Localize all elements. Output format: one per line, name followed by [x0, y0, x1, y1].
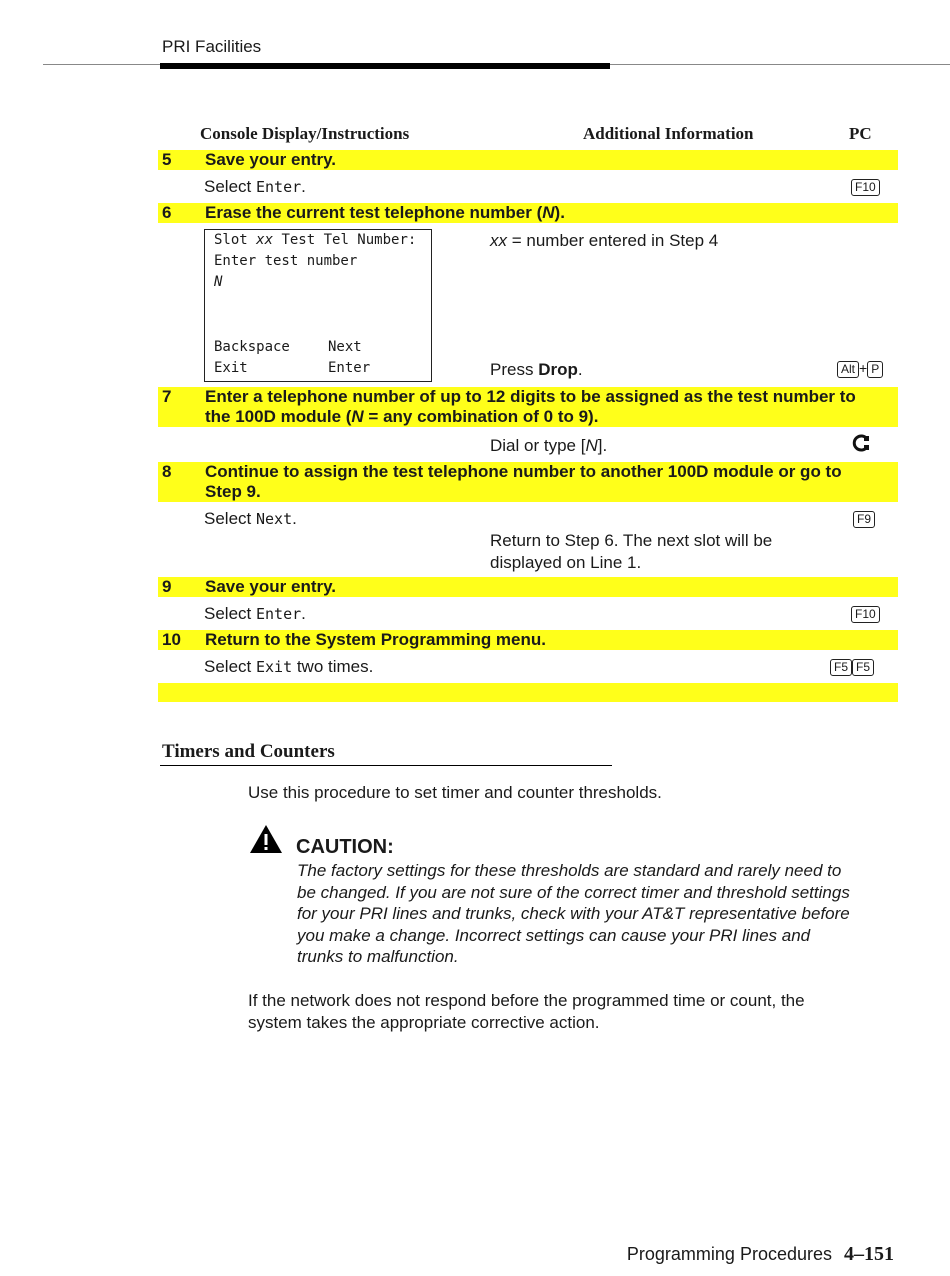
pc-key-f9: F9 [853, 510, 875, 528]
screen-line-1: Slot xx Test Tel Number: [214, 232, 417, 248]
pc-key-f5-twice: F5 F5 [830, 658, 874, 676]
header-bar [160, 63, 610, 69]
section-rule [160, 765, 612, 766]
additional-info: Return to Step 6. The next slot will be displayed on Line 1. [490, 531, 773, 572]
screen-line-3: N [214, 274, 223, 290]
section-intro: Use this procedure to set timer and counter thresholds. [248, 783, 662, 802]
step-title: Continue to assign the test telephone number to another 100D module or go to Step 9. [205, 462, 842, 501]
step-number: 8 [162, 462, 172, 481]
caution-label: CAUTION: [296, 836, 394, 858]
additional-info: Dial or type [N]. [490, 436, 608, 455]
step-number: 5 [162, 150, 172, 169]
column-head-additional: Additional Information [583, 124, 754, 143]
step-action: Select Enter. [204, 177, 306, 196]
pc-key-f10: F10 [851, 178, 880, 196]
step-action: Select Exit two times. [204, 657, 374, 676]
step-title: Save your entry. [205, 150, 337, 169]
page-footer: Programming Procedures 4–151 [626, 1243, 894, 1265]
phone-handset-icon [852, 434, 870, 457]
screen-option-exit: Exit [214, 360, 248, 376]
step-number: 7 [162, 387, 172, 406]
running-header: PRI Facilities [162, 37, 262, 56]
body-paragraph: If the network does not respond before the programmed time or count, the system takes the appropriate corrective action. [248, 991, 805, 1032]
step-number: 9 [162, 577, 172, 596]
column-head-console: Console Display/Instructions [200, 124, 410, 143]
step-action: Select Next. [204, 509, 297, 528]
additional-info-press: Press Drop. [490, 360, 583, 379]
step-action: Select Enter. [204, 604, 306, 623]
step-number: 10 [162, 630, 181, 649]
pc-key-f10: F10 [851, 605, 880, 623]
step-title: Return to the System Programming menu. [205, 630, 546, 649]
pc-key-combo: Alt + P [837, 360, 883, 378]
section-title: Timers and Counters [162, 741, 335, 762]
warning-triangle-icon [249, 824, 283, 859]
additional-info: xx = number entered in Step 4 [490, 231, 719, 250]
step-number: 6 [162, 203, 172, 222]
screen-option-enter: Enter [328, 360, 371, 376]
step-title: Save your entry. [205, 577, 337, 596]
step-title: Enter a telephone number of up to 12 digits to be assigned as the test number to the 100D module (N = any combination of 0 to 9). [205, 387, 856, 426]
screen-option-backspace: Backspace [214, 339, 290, 355]
screen-option-next: Next [328, 339, 362, 355]
column-head-pc: PC [849, 124, 872, 143]
console-display-screen [204, 229, 432, 382]
screen-line-2: Enter test number [214, 253, 358, 269]
caution-text: The factory settings for these thresholds are standard and rarely need to be changed. If you are not sure of the correct timer and threshold settings for your PRI lines and trunks, check with your AT&T representative before you make a change. Incorrect settings can cause your PRI lines and trunks to malfunction. [297, 861, 850, 967]
closing-band [158, 683, 898, 702]
step-title: Erase the current test telephone number (N). [205, 203, 565, 222]
